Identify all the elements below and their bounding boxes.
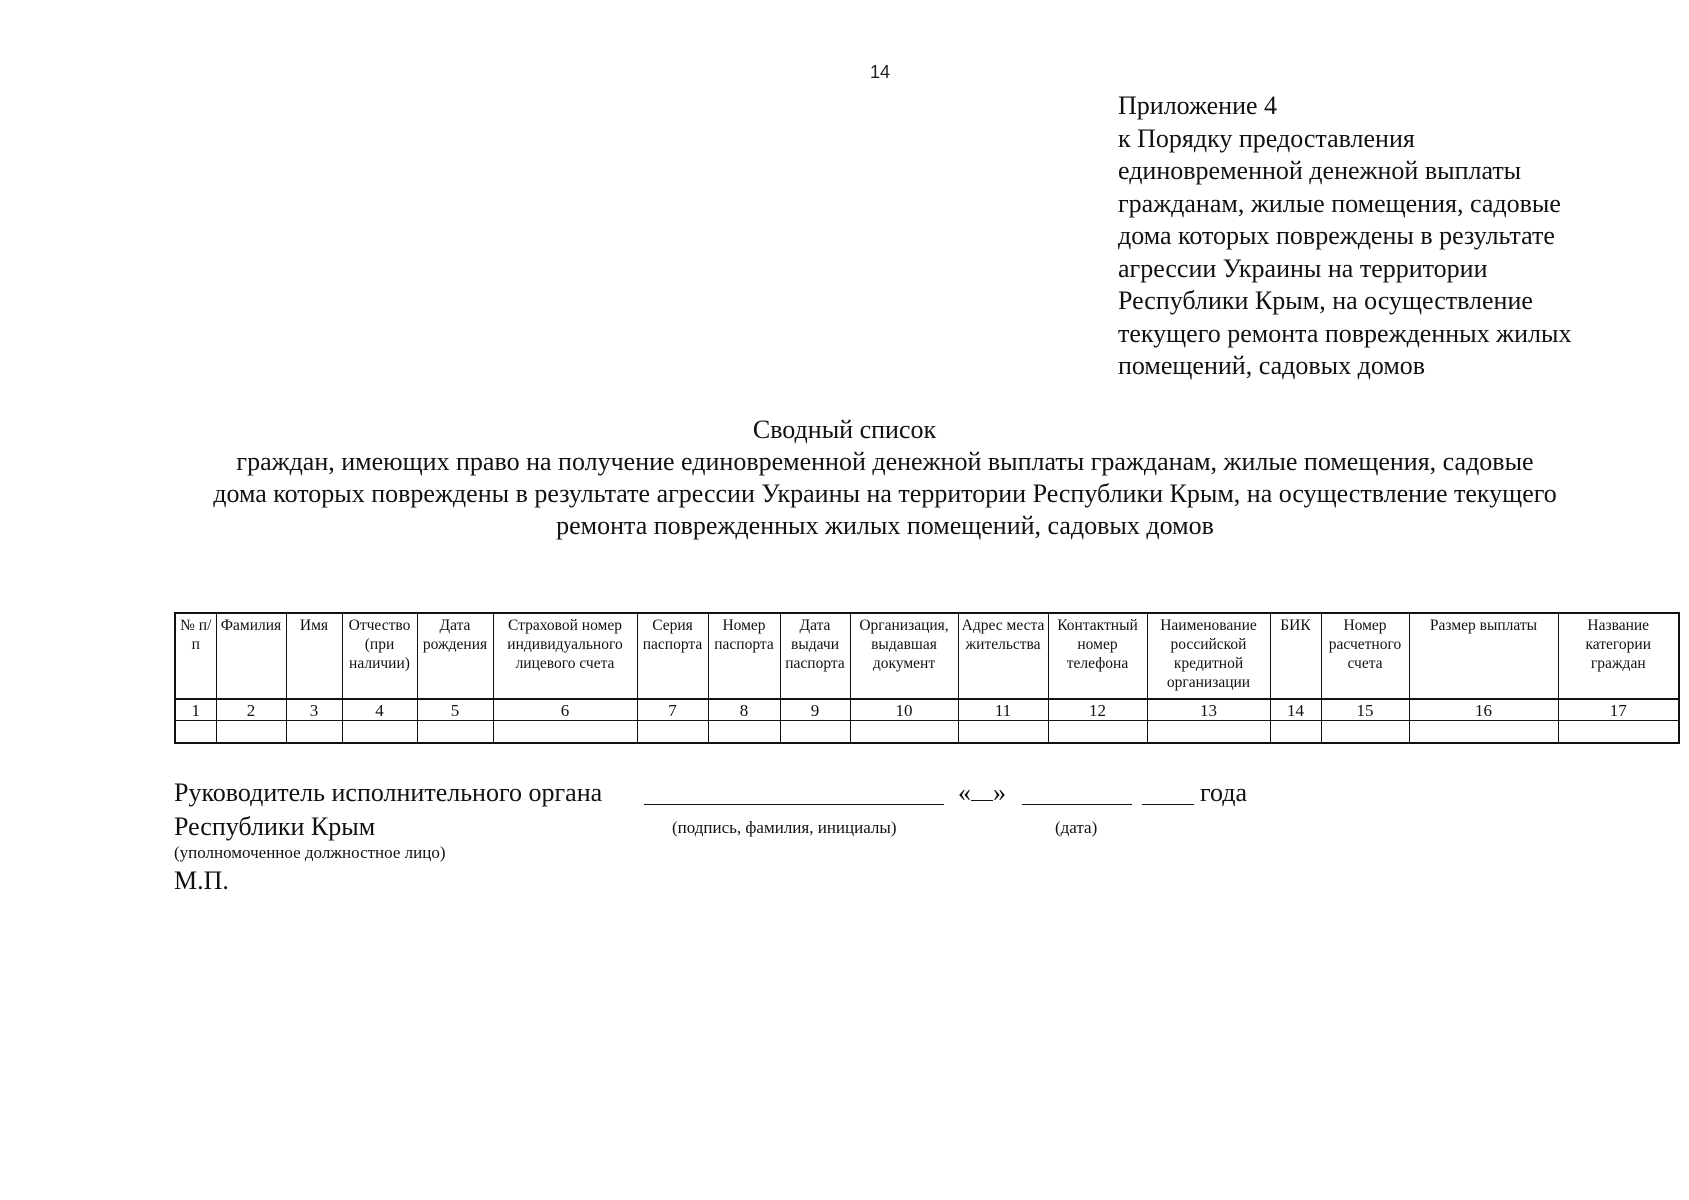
citizens-table <box>174 612 1680 744</box>
empty-cell <box>850 721 958 744</box>
empty-cell <box>708 721 780 744</box>
appendix-line: гражданам, жилые помещения, садовые <box>1118 188 1561 218</box>
appendix-line: единовременной денежной выплаты <box>1118 156 1522 185</box>
header-cell: Наименование российской кредитной организации <box>1147 613 1270 699</box>
column-number-cell: 12 <box>1048 699 1147 721</box>
header-cell: Название категории граждан <box>1558 613 1679 699</box>
empty-cell <box>1147 721 1270 744</box>
authorized-person-note: (уполномоченное должностное лицо) <box>174 843 446 862</box>
header-cell: Имя <box>286 613 342 699</box>
column-number-cell: 5 <box>417 699 493 721</box>
column-number-cell: 16 <box>1409 699 1558 721</box>
column-number-cell: 10 <box>850 699 958 721</box>
empty-data-row <box>175 721 1679 744</box>
header-cell: № п/п <box>175 613 216 699</box>
column-number-cell: 6 <box>493 699 637 721</box>
head-title-line1: Руководитель исполнительного органа <box>174 778 603 807</box>
empty-cell <box>417 721 493 744</box>
header-cell: Размер выплаты <box>1409 613 1558 699</box>
empty-cell <box>637 721 708 744</box>
stamp-place: М.П. <box>174 866 229 895</box>
empty-cell <box>493 721 637 744</box>
appendix-line: текущего ремонта поврежденных жилых <box>1118 318 1572 348</box>
appendix-header <box>1118 90 1678 383</box>
signature-line-1 <box>174 778 602 808</box>
year-blank <box>1142 782 1194 805</box>
column-number-cell: 17 <box>1558 699 1679 721</box>
head-title-line2: Республики Крым <box>174 812 376 841</box>
header-cell: Дата рождения <box>417 613 493 699</box>
empty-cell <box>342 721 417 744</box>
header-cell: Контактный номер телефона <box>1048 613 1147 699</box>
header-cell: БИК <box>1270 613 1321 699</box>
table-header-row <box>175 613 1679 699</box>
signature-caption: (подпись, фамилия, инициалы) <box>672 818 897 837</box>
subtitle-line: граждан, имеющих право на получение единовременной денежной выплаты гражданам, жилые помещения, садовые <box>236 447 1534 476</box>
document-title: Сводный список <box>752 415 937 444</box>
day-blank <box>971 778 993 801</box>
column-number-row <box>175 699 1679 721</box>
header-cell: Отчество (при наличии) <box>342 613 417 699</box>
empty-cell <box>175 721 216 744</box>
empty-cell <box>216 721 286 744</box>
column-number-cell: 15 <box>1321 699 1409 721</box>
empty-cell <box>1048 721 1147 744</box>
column-number-cell: 13 <box>1147 699 1270 721</box>
empty-cell <box>780 721 850 744</box>
column-number-cell: 9 <box>780 699 850 721</box>
month-blank <box>1022 782 1132 805</box>
empty-cell <box>1409 721 1558 744</box>
column-number-cell: 3 <box>286 699 342 721</box>
date-day-group <box>958 778 1006 808</box>
subtitle-line: дома которых повреждены в результате агрессии Украины на территории Республики Крым, на осуществление текущего <box>213 479 1557 508</box>
header-cell: Страховой номер индивидуального лицевого счета <box>493 613 637 699</box>
column-number-cell: 2 <box>216 699 286 721</box>
column-number-cell: 11 <box>958 699 1048 721</box>
header-cell: Организация, выдавшая документ <box>850 613 958 699</box>
page-number: 14 <box>870 62 891 82</box>
column-number-cell: 14 <box>1270 699 1321 721</box>
header-cell: Дата выдачи паспорта <box>780 613 850 699</box>
column-number-cell: 4 <box>342 699 417 721</box>
column-number-cell: 1 <box>175 699 216 721</box>
header-cell: Адрес места жительства <box>958 613 1048 699</box>
header-cell: Номер расчетного счета <box>1321 613 1409 699</box>
header-cell: Серия паспорта <box>637 613 708 699</box>
appendix-line: агрессии Украины на территории <box>1118 253 1488 283</box>
signature-blank <box>644 782 944 805</box>
date-caption: (дата) <box>1055 818 1098 837</box>
year-word: года <box>1200 778 1248 807</box>
date-close-quote: » <box>993 778 1006 807</box>
header-cell: Фамилия <box>216 613 286 699</box>
appendix-line: дома которых повреждены в результате <box>1118 221 1555 250</box>
appendix-line: помещений, садовых домов <box>1118 351 1426 380</box>
empty-cell <box>958 721 1048 744</box>
empty-cell <box>286 721 342 744</box>
appendix-line: Республики Крым, на осуществление <box>1118 286 1533 315</box>
column-number-cell: 8 <box>708 699 780 721</box>
date-open-quote: « <box>958 778 971 807</box>
header-cell: Номер паспорта <box>708 613 780 699</box>
column-number-cell: 7 <box>637 699 708 721</box>
subtitle-line: ремонта поврежденных жилых помещений, садовых домов <box>556 511 1214 540</box>
empty-cell <box>1558 721 1679 744</box>
document-subtitle <box>150 446 1620 542</box>
appendix-line: к Порядку предоставления <box>1118 123 1415 153</box>
empty-cell <box>1321 721 1409 744</box>
empty-cell <box>1270 721 1321 744</box>
appendix-line: Приложение 4 <box>1118 91 1278 120</box>
